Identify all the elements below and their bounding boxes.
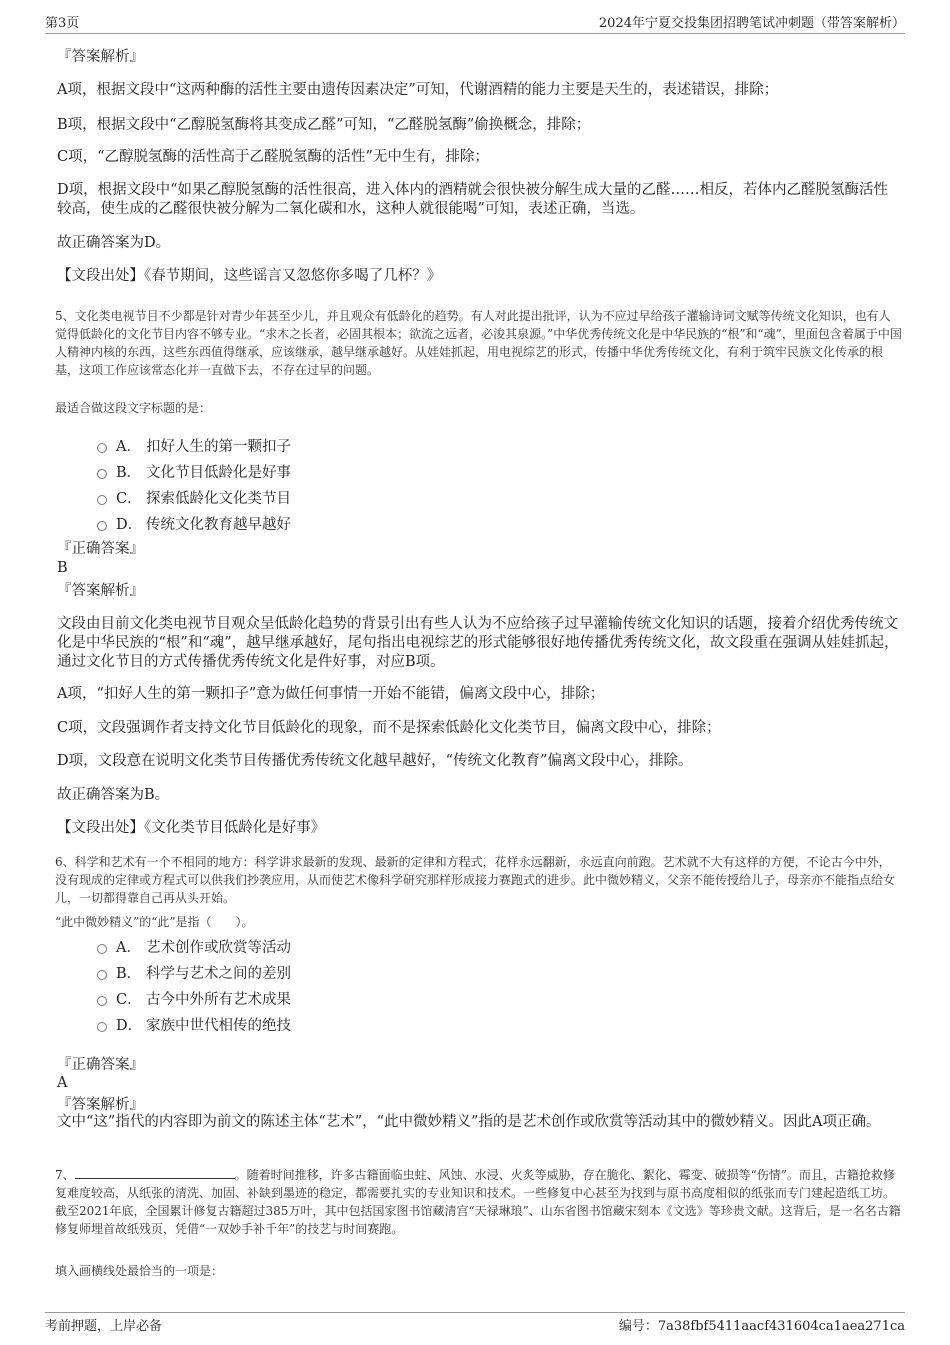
- document-code: 编号：7a38fbf5411aacf431604ca1aea271ca: [618, 1319, 905, 1334]
- q6-option-d[interactable]: D． 家族中世代相传的绝技: [97, 1014, 291, 1035]
- q5-question: 最适合做这段文字标题的是：: [55, 401, 212, 415]
- q4-analysis-title: 『答案解析』: [57, 49, 144, 65]
- radio-icon[interactable]: [97, 521, 107, 531]
- q5-analysis-a: A项，“扣好人生的第一颗扣子”意为做任何事情一开始不能错，偏离文段中心，排除；: [57, 686, 605, 702]
- q6-analysis-title: 『答案解析』: [57, 1097, 144, 1113]
- q4-analysis-a: A项，根据文段中“这两种酶的活性主要由遗传因素决定”可知，代谢酒精的能力主要是天生的，表述错误，排除；: [57, 82, 779, 98]
- q5-option-a[interactable]: A． 扣好人生的第一颗扣子: [97, 435, 291, 456]
- q4-analysis-c: C项，“乙醇脱氢酶的活性高于乙醛脱氢酶的活性”无中生有，排除；: [57, 149, 489, 165]
- q6-answer-title: 『正确答案』: [57, 1057, 144, 1073]
- q5-conclusion: 故正确答案为B。: [57, 787, 170, 803]
- q5-analysis-d: D项，文段意在说明文化类节目传播优秀传统文化越早越好，“传统文化教育”偏离文段中心，排除。: [57, 753, 693, 769]
- q6-analysis: 文中“这”指代的内容即为前文的陈述主体“艺术”，“此中微妙精义”指的是艺术创作或欣赏等活动其中的微妙精义。因此A项正确。: [57, 1114, 881, 1130]
- q5-analysis: 文段由目前文化类电视节目观众呈低龄化趋势的背景引出有些人认为不应给孩子过早灌输传统文化知识的话题，接着介绍优秀传统文化是中华民族的“根”和“魂”，越早继承越好，尾句指出电视综艺的形式能够很好地传播优秀传统文化，故文段重在强调从娃娃抓起，通过文化节目的方式传播优秀传统文化是件好事，对应B项。: [57, 616, 899, 670]
- fill-blank: [75, 1167, 235, 1179]
- q6-stem: 6、科学和艺术有一个不相同的地方：科学讲求最新的发现、最新的定律和方程式，花样永远翻新，永远直向前跑。艺术就不大有这样的方便，不论古今中外，没有现成的定律或方程式可以供我们抄袭应用，从而使艺术像科学研究那样形成接力赛跑式的进步。此中微妙精义，父亲不能传授给儿子，母亲亦不能指点给女儿，一切都得靠自己再从头开始。: [55, 855, 896, 905]
- document-title: 2024年宁夏交投集团招聘笔试冲刺题（带答案解析）: [598, 16, 905, 31]
- footer-slogan: 考前押题，上岸必备: [45, 1319, 163, 1334]
- radio-icon[interactable]: [97, 1022, 107, 1032]
- radio-icon[interactable]: [97, 996, 107, 1006]
- q6-option-c[interactable]: C． 古今中外所有艺术成果: [97, 988, 291, 1009]
- q6-answer: A: [57, 1075, 68, 1091]
- radio-icon[interactable]: [97, 495, 107, 505]
- q6-question: “此中微妙精义”的“此”是指（ ）。: [55, 915, 254, 929]
- q6-option-b[interactable]: B． 科学与艺术之间的差别: [97, 962, 291, 983]
- q5-stem: 5、文化类电视节目不少都是针对青少年甚至少儿，并且观众有低龄化的趋势。有人对此提出批评，认为不应过早给孩子灌输诗词文赋等传统文化知识，也有人觉得低龄化的文化节目内容不够专业。“求木之长者，必固其根本；欲流之远者，必浚其泉源。”中华优秀传统文化是中华民族的“根”和“魂”，里面包含着属于中国人精神内核的东西，这些东西值得继承，应该继承，越早继承越好。从娃娃抓起，用电视综艺的形式，传播中华优秀传统文化，有利于筑牢民族文化传承的根基，这项工作应该常态化并一直做下去，不存在过早的问题。: [55, 309, 902, 377]
- page-header: [45, 14, 905, 34]
- radio-icon[interactable]: [97, 443, 107, 453]
- q5-analysis-title: 『答案解析』: [57, 583, 144, 599]
- q5-answer-title: 『正确答案』: [57, 541, 144, 557]
- page-number: 第3页: [45, 16, 80, 31]
- radio-icon[interactable]: [97, 469, 107, 479]
- q5-option-d[interactable]: D． 传统文化教育越早越好: [97, 513, 291, 534]
- q5-answer: B: [57, 560, 68, 576]
- radio-icon[interactable]: [97, 970, 107, 980]
- q5-source: 【文段出处】《文化类节目低龄化是好事》: [57, 820, 326, 836]
- radio-icon[interactable]: [97, 944, 107, 954]
- q4-analysis-d: D项，根据文段中“如果乙醇脱氢酶的活性很高，进入体内的酒精就会很快被分解生成大量的乙醛……相反，若体内乙醛脱氢酶活性较高，使生成的乙醛很快被分解为二氧化碳和水，这种人就很能喝”可知，表述正确，当选。: [57, 182, 889, 217]
- q5-option-c[interactable]: C． 探索低龄化文化类节目: [97, 487, 291, 508]
- q7-question: 填入画横线处最恰当的一项是：: [55, 1264, 224, 1278]
- q4-conclusion: 故正确答案为D。: [57, 235, 171, 251]
- q4-source: 【文段出处】《春节期间，这些谣言又忽悠你多喝了几杯？》: [57, 268, 442, 284]
- q4-analysis-b: B项，根据文段中“乙醇脱氢酶将其变成乙醛”可知，“乙醛脱氢酶”偷换概念，排除；: [57, 117, 591, 133]
- q6-option-a[interactable]: A． 艺术创作或欣赏等活动: [97, 936, 291, 957]
- q7-stem: 7、 。随着时间推移，许多古籍面临虫蛀、风蚀、水浸、火炙等威胁，存在脆化、絮化、霉变、破损等“伤情”。而且，古籍抢救修复难度较高，从纸张的清洗、加固、补缺到墨迹的稳定，都需要扎实的专业知识和技术。一些修复中心甚至为找到与原书高度相似的纸张而专门建起造纸工坊。截至2021年底，全国累计修复古籍超过385万叶，其中包括国家图书馆藏清宫“天禄琳琅”、山东省图书馆藏宋刻本《文选》等珍贵文献。这背后，是一名名古籍修复师埋首故纸残页，凭借“一双妙手补千年”的技艺与时间赛跑。: [55, 1168, 901, 1236]
- q5-option-b[interactable]: B． 文化节目低龄化是好事: [97, 461, 291, 482]
- q5-analysis-c: C项，文段强调作者支持文化节目低龄化的现象，而不是探索低龄化文化类节目，偏离文段中心，排除；: [57, 720, 721, 736]
- page-footer: [45, 1312, 905, 1334]
